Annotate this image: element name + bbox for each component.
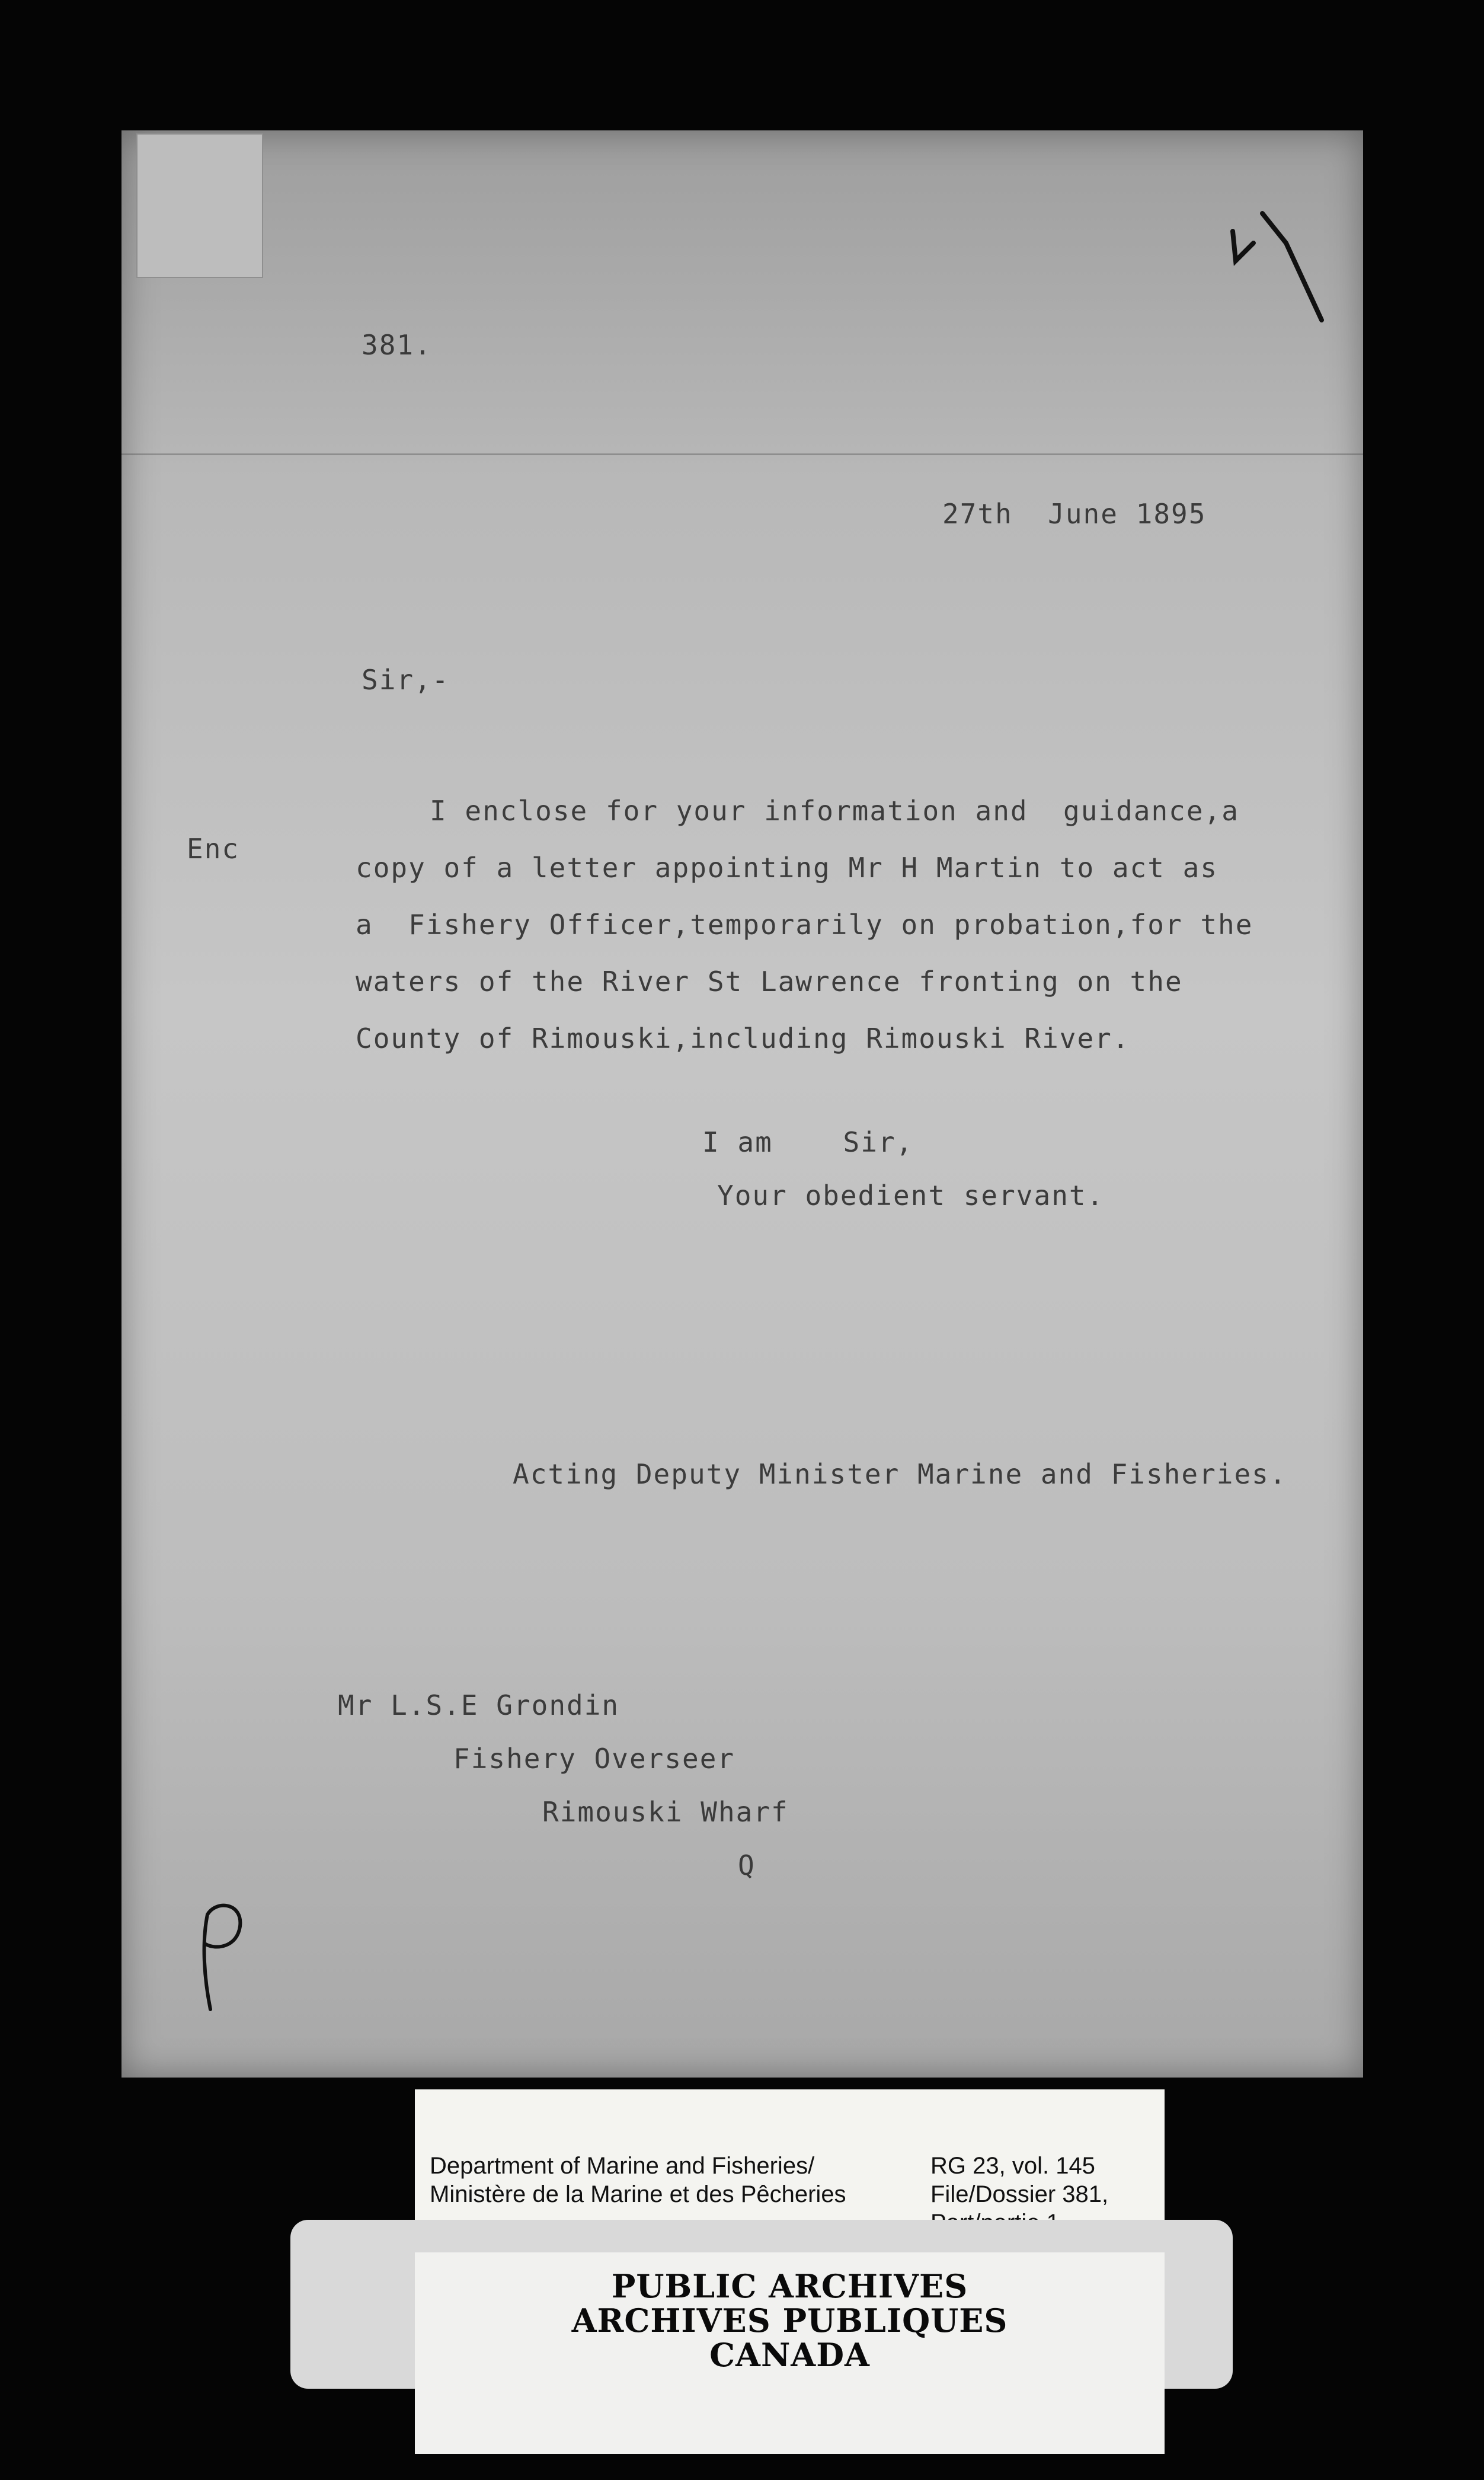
file-number: 381.: [362, 329, 432, 361]
letter-date: 27th June 1895: [942, 498, 1207, 530]
paper-corner-tab: [136, 133, 263, 278]
closing-line: I am Sir,: [702, 1126, 914, 1158]
stamp-line-public-archives: PUBLIC ARCHIVES: [611, 2267, 968, 2305]
body-line: County of Rimouski,including Rimouski River.: [356, 1022, 1130, 1054]
record-group: RG 23, vol. 145: [930, 2153, 1095, 2179]
body-line: copy of a letter appointing Mr H Martin to act as: [356, 852, 1218, 884]
salutation: Sir,-: [362, 664, 450, 696]
body-line: I enclose for your information and guidance,a: [430, 795, 1239, 827]
letter-sheet: [121, 130, 1363, 2078]
file-dossier: File/Dossier 381,: [930, 2181, 1109, 2207]
archives-stamp: [415, 2252, 1165, 2454]
addressee-place: Rimouski Wharf: [542, 1796, 789, 1828]
body-line: waters of the River St Lawrence fronting on the: [356, 966, 1183, 998]
enclosure-margin-note: Enc: [187, 833, 240, 865]
closing-line: Your obedient servant.: [717, 1180, 1105, 1212]
handwritten-p-mark-icon: [187, 1897, 258, 2015]
addressee-name: Mr L.S.E Grondin: [338, 1689, 620, 1721]
department-fr: Ministère de la Marine et des Pêcheries: [430, 2181, 846, 2207]
department-en: Department of Marine and Fisheries/: [430, 2153, 815, 2179]
body-line: a Fishery Officer,temporarily on probation,for the: [356, 909, 1253, 941]
folio-scribble-icon: [1221, 207, 1339, 326]
signature-line: Acting Deputy Minister Marine and Fisheries.: [513, 1458, 1287, 1490]
addressee-title: Fishery Overseer: [453, 1743, 735, 1775]
stamp-line-canada: CANADA: [709, 2336, 870, 2374]
addressee-province: Q: [738, 1849, 756, 1881]
stamp-line-archives-publiques: ARCHIVES PUBLIQUES: [571, 2302, 1008, 2340]
